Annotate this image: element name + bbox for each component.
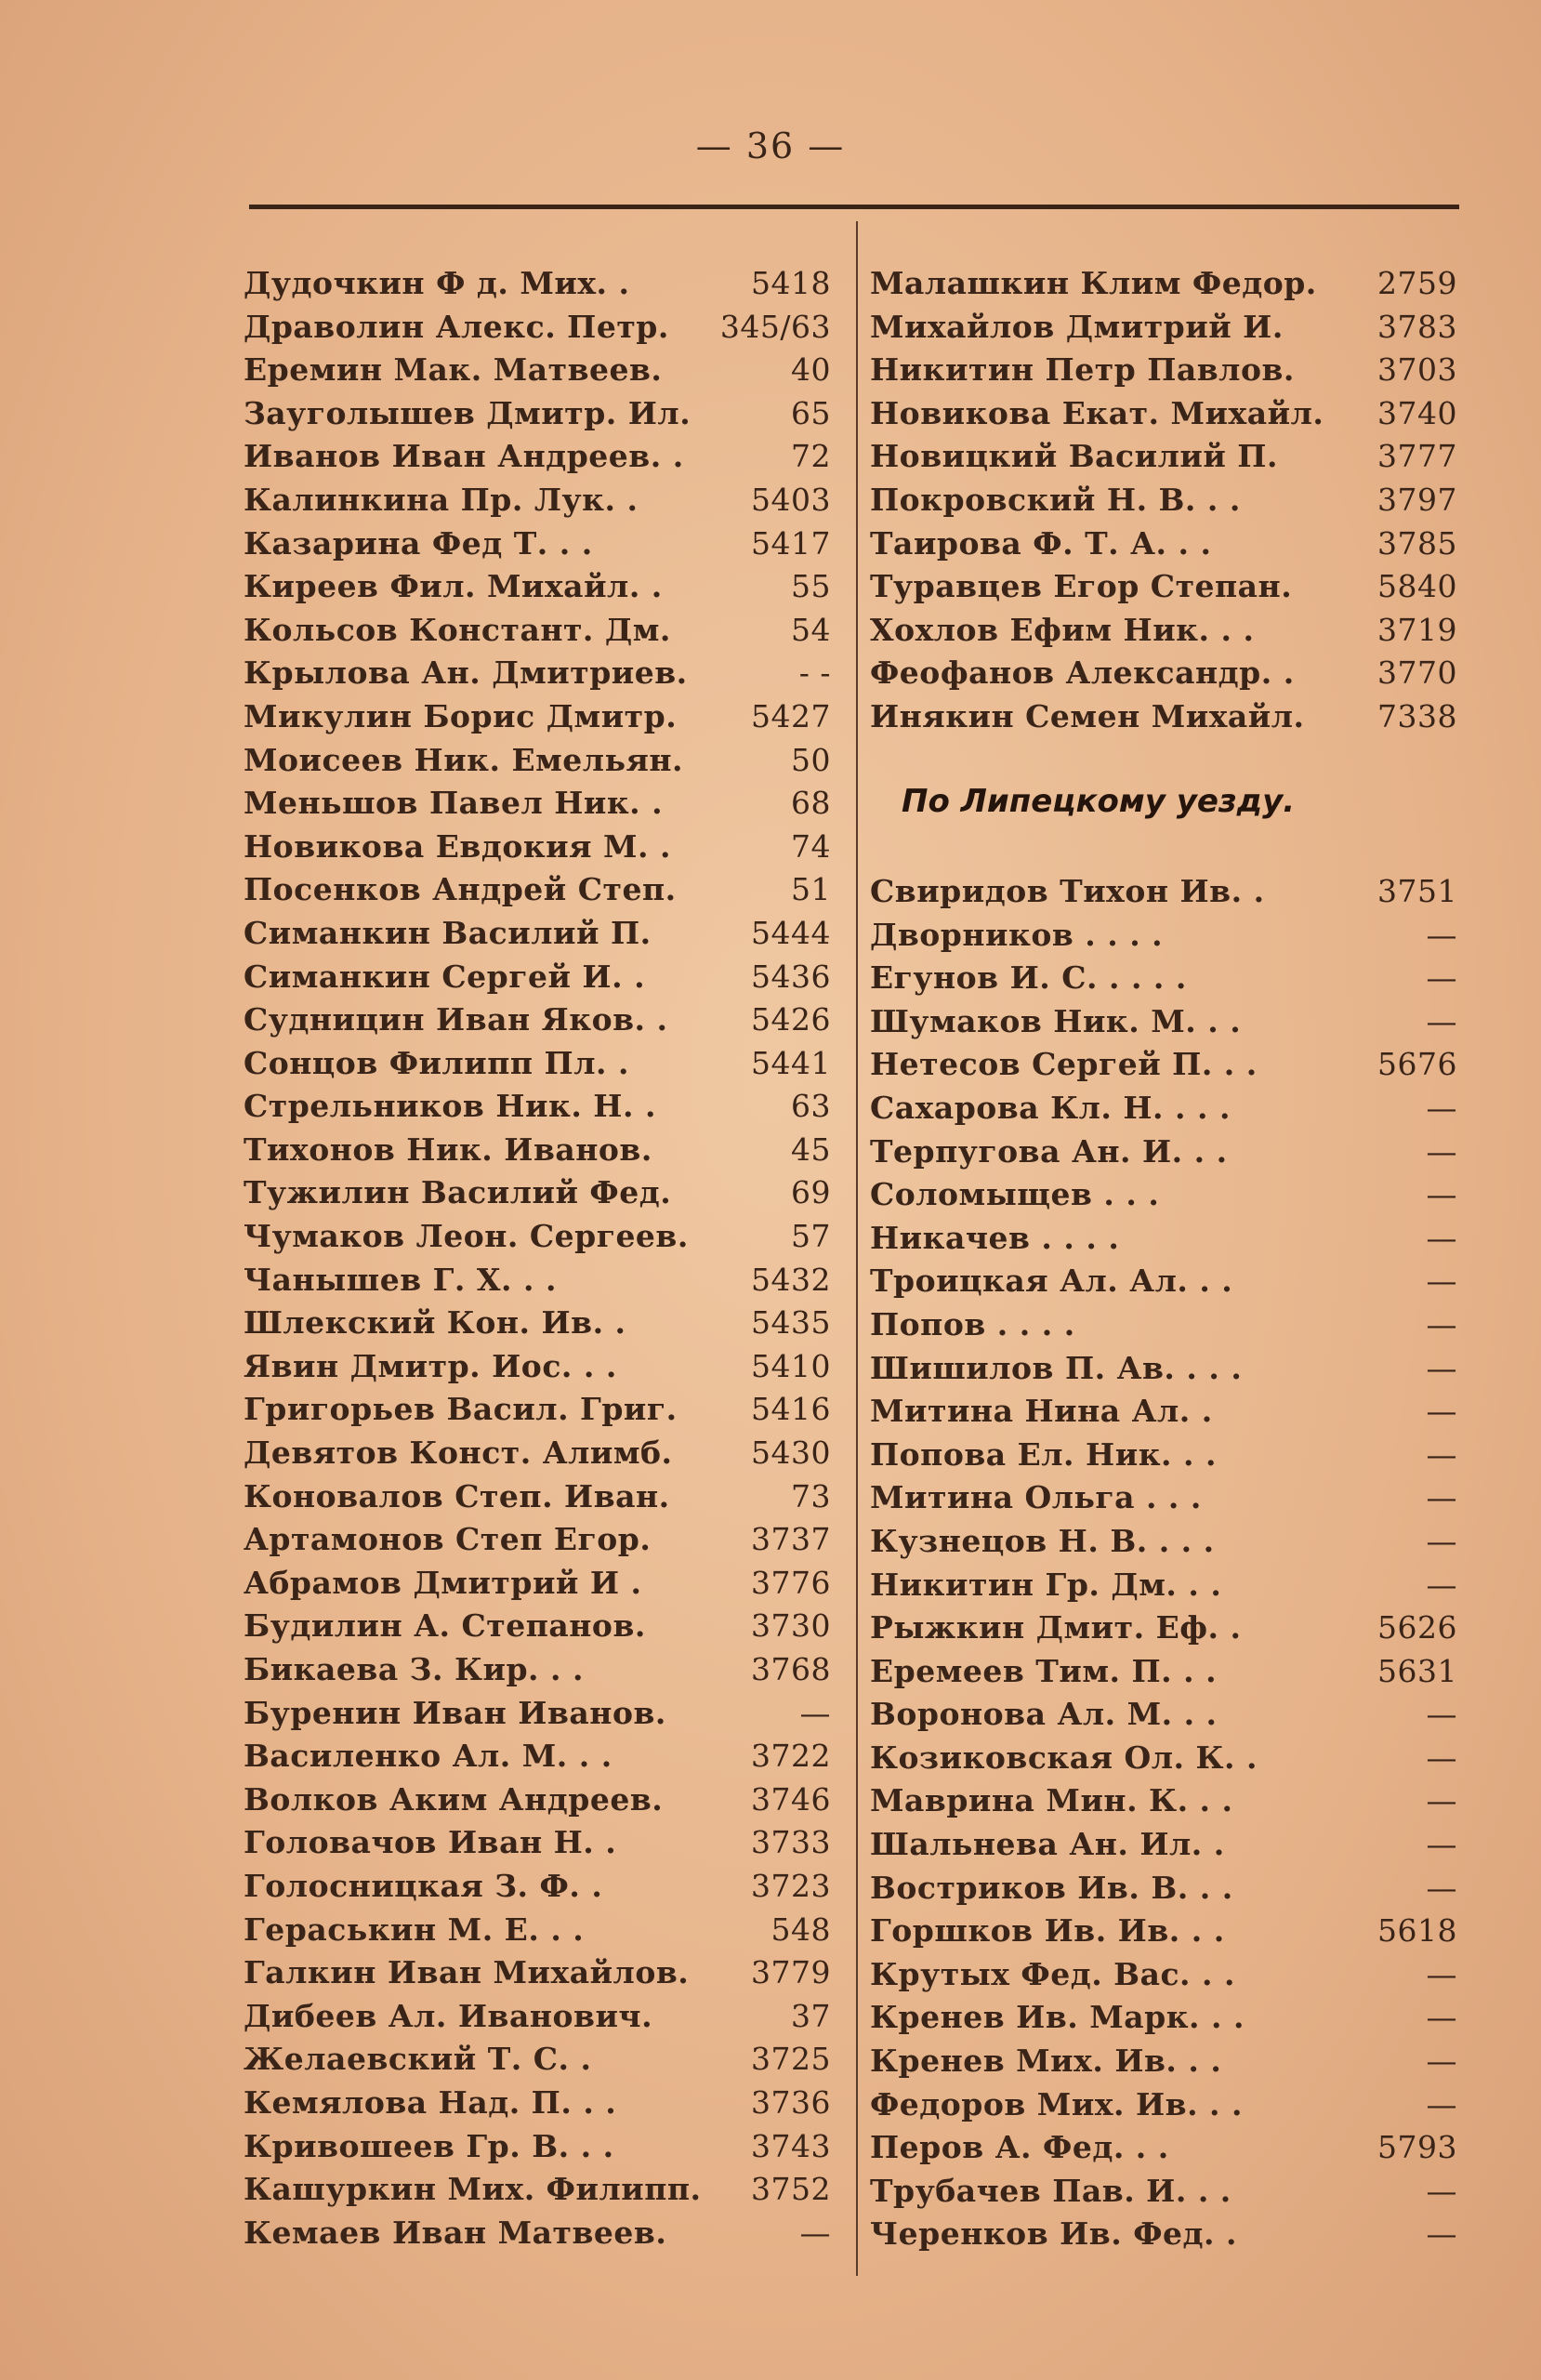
list-item	[244, 2125, 831, 2169]
entry-number: —	[1426, 1479, 1457, 1516]
list-item	[244, 1518, 831, 1562]
entry-number: —	[1426, 1566, 1457, 1603]
list-item	[244, 695, 831, 739]
list-item	[244, 1171, 831, 1215]
entry-name: Кривошеев Гр. В. . .	[244, 2127, 614, 2164]
entry-number: —	[1426, 1955, 1457, 1992]
entry-name: Покровский Н. В. . .	[870, 481, 1241, 518]
list-item	[870, 1910, 1457, 1953]
entry-number: —	[1426, 2172, 1457, 2209]
list-item	[870, 1390, 1457, 1434]
entry-name: Тихонов Ник. Иванов.	[244, 1130, 652, 1168]
entry-number: 3797	[1377, 481, 1457, 518]
list-item	[244, 1951, 831, 1995]
entry-number: 40	[791, 351, 831, 389]
entry-number: 5444	[751, 914, 831, 951]
entry-number: —	[1426, 2043, 1457, 2080]
list-item	[870, 695, 1457, 739]
entry-name: Новикова Екат. Михайл.	[870, 394, 1324, 431]
list-item	[870, 1737, 1457, 1780]
entry-number: —	[1426, 1393, 1457, 1430]
list-item	[244, 912, 831, 956]
list-item	[870, 1303, 1457, 1347]
entry-number: 50	[791, 741, 831, 778]
entry-name: Троицкая Ал. Ал. . .	[870, 1263, 1233, 1300]
entry-number: 3779	[751, 1954, 831, 1991]
list-item	[870, 957, 1457, 1000]
entry-number: 3785	[1377, 524, 1457, 562]
list-item	[244, 1821, 831, 1865]
entry-number: 5436	[751, 958, 831, 995]
entry-number: —	[1426, 959, 1457, 997]
list-item	[244, 782, 831, 826]
entry-number: 3746	[751, 1780, 831, 1818]
entry-name: Шумаков Ник. М. . .	[870, 1002, 1242, 1039]
entry-number: 5435	[751, 1304, 831, 1342]
entry-number: —	[1426, 1522, 1457, 1559]
entry-name: Федоров Мих. Ив. . .	[870, 2085, 1244, 2122]
entry-name: Дибеев Ал. Иванович.	[244, 1997, 653, 2034]
entry-name: Воронова Ал. М. . .	[870, 1696, 1218, 1733]
entry-number: 3751	[1377, 873, 1457, 909]
entry-name: Драволин Алекс. Петр.	[244, 308, 669, 345]
entry-name: Буренин Иван Иванов.	[244, 1694, 666, 1731]
list-item	[244, 1042, 831, 1086]
entry-name: Дудочкин Ф д. Мих. .	[244, 265, 630, 301]
list-item	[870, 2126, 1457, 2170]
entry-number: 3776	[751, 1564, 831, 1601]
entry-number: 5416	[751, 1391, 831, 1428]
entry-name: Симанкин Сергей И. .	[244, 958, 646, 995]
entry-number: —	[1426, 1176, 1457, 1213]
entry-name: Голосницкая З. Ф. .	[244, 1867, 603, 1904]
list-item	[870, 392, 1457, 436]
entry-name: Кемаев Иван Матвеев.	[244, 2214, 667, 2251]
list-item	[870, 1650, 1457, 1694]
entry-name: Крутых Фед. Вас. . .	[870, 1955, 1235, 1992]
entry-name: Шишилов П. Ав. . . .	[870, 1349, 1243, 1386]
section-heading: По Липецкому уезду.	[902, 783, 1296, 820]
entry-number: —	[1426, 2085, 1457, 2122]
list-item	[870, 1606, 1457, 1650]
list-item	[870, 1564, 1457, 1607]
entry-name: Егунов И. С. . . . .	[870, 959, 1187, 997]
entry-name: Митина Нина Ал. .	[870, 1393, 1213, 1430]
entry-number: 5403	[751, 481, 831, 518]
entry-number: 74	[791, 827, 831, 865]
list-item	[870, 1520, 1457, 1564]
entry-number: 5418	[751, 265, 831, 301]
entry-number: —	[799, 2214, 831, 2251]
header-rule	[249, 205, 1459, 209]
entry-name: Волков Аким Андреев.	[244, 1780, 664, 1818]
entry-name: Трубачев Пав. И. . .	[870, 2172, 1231, 2209]
list-item	[870, 479, 1457, 522]
entry-name: Василенко Ал. М. . .	[244, 1738, 612, 1775]
entry-number: - -	[798, 654, 831, 692]
list-item	[244, 565, 831, 609]
entry-name: Терпугова Ан. И. . .	[870, 1132, 1228, 1170]
entry-name: Коновалов Степ. Иван.	[244, 1477, 670, 1514]
entry-name: Абрамов Дмитрий И .	[244, 1564, 642, 1601]
entry-number: 3723	[751, 1867, 831, 1904]
entry-name: Крылова Ан. Дмитриев.	[244, 654, 688, 692]
entry-name: Никитин Петр Павлов.	[870, 351, 1295, 389]
entry-number: 3740	[1377, 394, 1457, 431]
list-item	[244, 998, 831, 1042]
entry-name: Судницин Иван Яков. .	[244, 1001, 668, 1038]
entry-name: Попова Ел. Ник. . .	[870, 1435, 1217, 1473]
list-item	[870, 306, 1457, 350]
list-item	[244, 349, 831, 392]
list-item	[244, 2038, 831, 2082]
list-item	[244, 522, 831, 566]
entry-number: —	[1426, 1696, 1457, 1733]
list-item	[244, 1129, 831, 1172]
entry-name: Головачов Иван Н. .	[244, 1824, 617, 1861]
entry-name: Козиковская Ол. К. .	[870, 1739, 1258, 1776]
list-item	[870, 2040, 1457, 2083]
entry-number: —	[1426, 1826, 1457, 1863]
entry-name: Кашуркин Мих. Филипп.	[244, 2171, 702, 2208]
entry-name: Шлекский Кон. Ив. .	[244, 1304, 626, 1342]
entry-name: Никачев . . . .	[870, 1219, 1120, 1256]
entry-number: 5430	[751, 1435, 831, 1472]
entry-number: 45	[791, 1130, 831, 1168]
entry-name: Соломыщев . . .	[870, 1176, 1160, 1213]
entry-name: Григорьев Васил. Григ.	[244, 1391, 678, 1428]
list-item	[244, 652, 831, 695]
entry-name: Бикаева З. Кир. . .	[244, 1651, 584, 1687]
entry-number: —	[1426, 1132, 1457, 1170]
right-column-top	[870, 262, 1457, 739]
list-item	[244, 1909, 831, 1952]
page-number: — 36 —	[695, 126, 846, 166]
entry-number: 37	[791, 1997, 831, 2034]
entry-number: 5417	[751, 524, 831, 562]
list-item	[870, 1260, 1457, 1303]
list-item	[870, 1779, 1457, 1823]
entry-name: Попов . . . .	[870, 1305, 1075, 1342]
entry-name: Тужилин Василий Фед.	[244, 1174, 672, 1211]
list-item	[244, 826, 831, 869]
entry-name: Черенков Ив. Фед. .	[870, 2215, 1237, 2253]
list-item	[870, 1823, 1457, 1867]
list-item	[244, 306, 831, 350]
entry-number: —	[1426, 1002, 1457, 1039]
entry-number: 5410	[751, 1347, 831, 1384]
list-item	[870, 1953, 1457, 1997]
list-item	[870, 1087, 1457, 1130]
entry-number: 5618	[1377, 1912, 1457, 1950]
list-item	[870, 1130, 1457, 1174]
entry-number: —	[1426, 2215, 1457, 2253]
entry-number: —	[1426, 1739, 1457, 1776]
entry-number: —	[1426, 1349, 1457, 1386]
entry-name: Моисеев Ник. Емельян.	[244, 741, 683, 778]
entry-number: 5676	[1377, 1046, 1457, 1083]
entry-name: Дворников . . . .	[870, 916, 1164, 953]
entry-name: Таирова Ф. Т. А. . .	[870, 524, 1212, 562]
entry-name: Маврина Мин. К. . .	[870, 1782, 1233, 1819]
entry-number: 55	[791, 568, 831, 605]
entry-name: Михайлов Дмитрий И.	[870, 308, 1284, 345]
entry-name: Зауголышев Дмитр. Ил.	[244, 394, 691, 431]
column-divider	[856, 221, 858, 2276]
list-item	[244, 1475, 831, 1519]
list-item	[870, 262, 1457, 306]
list-item	[244, 1865, 831, 1909]
entry-number: 57	[791, 1218, 831, 1255]
entry-name: Меньшов Павел Ник. .	[244, 785, 664, 822]
entry-number: 7338	[1377, 697, 1457, 734]
entry-number: 5626	[1377, 1609, 1457, 1646]
entry-number: 3783	[1377, 308, 1457, 345]
entry-number: 3719	[1377, 611, 1457, 648]
entry-number: —	[799, 1694, 831, 1731]
list-item	[870, 2083, 1457, 2127]
entry-name: Горшков Ив. Ив. . .	[870, 1912, 1225, 1950]
list-item	[244, 1735, 831, 1778]
list-item	[244, 262, 831, 306]
entry-number: 3777	[1377, 438, 1457, 475]
entry-number: 3736	[751, 2083, 831, 2121]
list-item	[870, 1217, 1457, 1261]
entry-number: 3730	[751, 1607, 831, 1645]
entry-number: 54	[791, 611, 831, 648]
entry-number: 73	[791, 1477, 831, 1514]
entry-name: Кольсов Констант. Дм.	[244, 611, 671, 648]
entry-name: Галкин Иван Михайлов.	[244, 1954, 690, 1991]
entry-name: Будилин А. Степанов.	[244, 1607, 646, 1645]
entry-number: 3737	[751, 1521, 831, 1558]
entry-name: Еремин Мак. Матвеев.	[244, 351, 663, 389]
entry-name: Чанышев Г. Х. . .	[244, 1261, 557, 1298]
list-item	[244, 1648, 831, 1692]
list-item	[870, 349, 1457, 392]
entry-number: —	[1426, 1305, 1457, 1342]
entry-number: 68	[791, 785, 831, 822]
list-item	[244, 868, 831, 912]
list-item	[244, 1085, 831, 1129]
right-column-bottom	[870, 870, 1457, 2256]
entry-number: 51	[791, 871, 831, 908]
entry-name: Малашкин Клим Федор.	[870, 265, 1317, 301]
list-item	[244, 1215, 831, 1259]
entry-name: Кузнецов Н. В. . . .	[870, 1522, 1215, 1559]
entry-number: 5426	[751, 1001, 831, 1038]
list-item	[244, 1562, 831, 1606]
entry-name: Иванов Иван Андреев. .	[244, 438, 684, 475]
list-item	[244, 479, 831, 522]
entry-name: Свиридов Тихон Ив. .	[870, 873, 1265, 909]
entry-name: Никитин Гр. Дм. . .	[870, 1566, 1222, 1603]
list-item	[244, 1692, 831, 1736]
list-item	[244, 2082, 831, 2125]
entry-name: Шальнева Ан. Ил. .	[870, 1826, 1225, 1863]
entry-name: Сонцов Филипп Пл. .	[244, 1044, 629, 1081]
list-item	[870, 609, 1457, 653]
list-item	[870, 1476, 1457, 1520]
list-item	[244, 435, 831, 479]
entry-name: Стрельников Ник. Н. .	[244, 1088, 656, 1125]
entry-name: Сахарова Кл. Н. . . .	[870, 1089, 1231, 1126]
entry-number: 72	[791, 438, 831, 475]
entry-name: Явин Дмитр. Иос. . .	[244, 1347, 617, 1384]
list-item	[244, 609, 831, 653]
list-item	[870, 1000, 1457, 1044]
entry-name: Нетесов Сергей П. . .	[870, 1046, 1258, 1083]
entry-number: 3752	[751, 2171, 831, 2208]
entry-number: 345/63	[719, 308, 831, 345]
entry-name: Митина Ольга . . .	[870, 1479, 1202, 1516]
entry-number: —	[1426, 1782, 1457, 1819]
list-item	[244, 2212, 831, 2255]
list-item	[244, 1995, 831, 2039]
entry-name: Калинкина Пр. Лук. .	[244, 481, 639, 518]
entry-number: 5427	[751, 697, 831, 734]
left-column	[244, 262, 831, 2254]
entry-number: 3703	[1377, 351, 1457, 389]
entry-number: —	[1426, 1089, 1457, 1126]
entry-name: Посенков Андрей Степ.	[244, 871, 677, 908]
list-item	[870, 1693, 1457, 1737]
entry-name: Перов А. Фед. . .	[870, 2129, 1169, 2166]
entry-name: Киреев Фил. Михайл. .	[244, 568, 663, 605]
list-item	[244, 1345, 831, 1389]
list-item	[870, 652, 1457, 695]
entry-name: Микулин Борис Дмитр.	[244, 697, 678, 734]
entry-number: 63	[791, 1088, 831, 1125]
entry-number: 65	[791, 394, 831, 431]
list-item	[870, 1434, 1457, 1477]
entry-number: 5432	[751, 1261, 831, 1298]
entry-number: —	[1426, 1435, 1457, 1473]
entry-name: Востриков Ив. В. . .	[870, 1869, 1233, 1906]
list-item	[870, 522, 1457, 566]
list-item	[244, 1388, 831, 1432]
entry-name: Кренев Ив. Марк. . .	[870, 1999, 1245, 2036]
entry-number: 3722	[751, 1738, 831, 1775]
list-item	[244, 2168, 831, 2212]
entry-name: Феофанов Александр. .	[870, 654, 1295, 692]
entry-number: 3733	[751, 1824, 831, 1861]
entry-number: 5840	[1377, 568, 1457, 605]
list-item	[244, 739, 831, 783]
entry-number: 5441	[751, 1044, 831, 1081]
entry-name: Кемялова Над. П. . .	[244, 2083, 617, 2121]
entry-number: 5631	[1377, 1652, 1457, 1689]
list-item	[870, 870, 1457, 914]
entry-number: 3725	[751, 2041, 831, 2078]
list-item	[870, 2213, 1457, 2256]
list-item	[870, 1347, 1457, 1391]
entry-name: Туравцев Егор Степан.	[870, 568, 1293, 605]
entry-name: Новикова Евдокия М. .	[244, 827, 671, 865]
entry-name: Хохлов Ефим Ник. . .	[870, 611, 1255, 648]
entry-number: 5793	[1377, 2129, 1457, 2166]
list-item	[244, 1605, 831, 1648]
entry-number: 3770	[1377, 654, 1457, 692]
entry-number: —	[1426, 1219, 1457, 1256]
list-item	[244, 1259, 831, 1302]
entry-name: Новицкий Василий П.	[870, 438, 1278, 475]
entry-name: Инякин Семен Михайл.	[870, 697, 1305, 734]
entry-number: —	[1426, 1999, 1457, 2036]
list-item	[244, 1778, 831, 1822]
entry-name: Гераськин М. Е. . .	[244, 1911, 585, 1948]
list-item	[870, 565, 1457, 609]
list-item	[244, 1302, 831, 1345]
entry-number: 548	[770, 1911, 831, 1948]
entry-number: —	[1426, 1869, 1457, 1906]
list-item	[870, 2170, 1457, 2214]
list-item	[244, 392, 831, 436]
entry-name: Желаевский Т. С. .	[244, 2041, 592, 2078]
list-item	[244, 1432, 831, 1475]
list-item	[870, 1043, 1457, 1087]
entry-name: Рыжкин Дмит. Еф. .	[870, 1609, 1242, 1646]
entry-number: —	[1426, 1263, 1457, 1300]
entry-number: 3768	[751, 1651, 831, 1687]
list-item	[870, 435, 1457, 479]
list-item	[870, 1996, 1457, 2040]
entry-number: 69	[791, 1174, 831, 1211]
entry-name: Девятов Конст. Алимб.	[244, 1435, 673, 1472]
list-item	[870, 1867, 1457, 1911]
entry-name: Еремеев Тим. П. . .	[870, 1652, 1218, 1689]
list-item	[870, 1173, 1457, 1217]
list-item	[244, 956, 831, 999]
entry-name: Симанкин Василий П.	[244, 914, 652, 951]
list-item	[870, 914, 1457, 958]
entry-name: Чумаков Леон. Сергеев.	[244, 1218, 689, 1255]
entry-name: Казарина Фед Т. . .	[244, 524, 593, 562]
entry-name: Кренев Мих. Ив. . .	[870, 2043, 1222, 2080]
entry-number: 3743	[751, 2127, 831, 2164]
entry-number: —	[1426, 916, 1457, 953]
entry-name: Артамонов Степ Егор.	[244, 1521, 652, 1558]
entry-number: 2759	[1377, 265, 1457, 301]
